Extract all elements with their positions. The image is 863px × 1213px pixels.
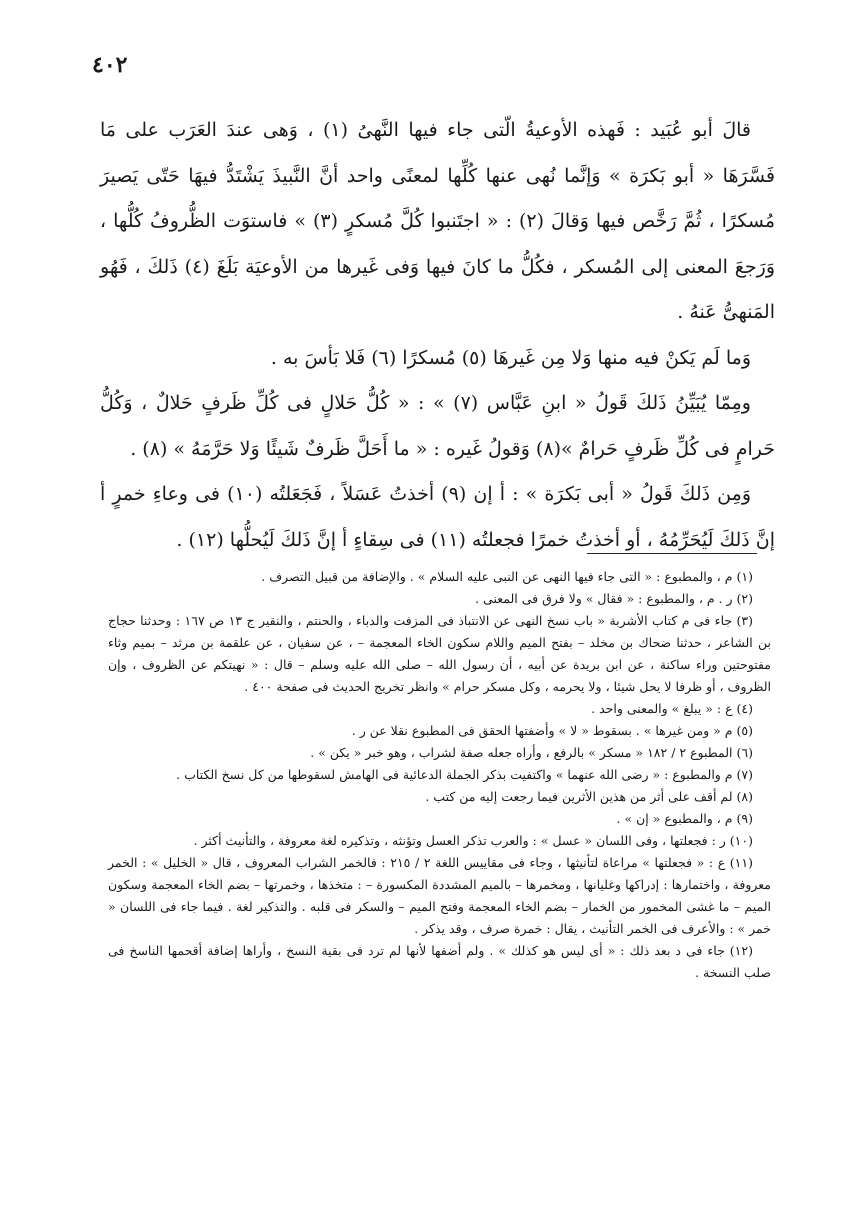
paragraph: ومِمّا يُبَيِّنُ ذَلكَ قَولُ « ابنِ عَبَّاس (٧) » : « كُلُّ حَلالٍ فى كُلِّ ظَرفٍ حَلالٌ ، وَكُلُّ حَرامٍ فى كُلِّ ظَرفٍ حَرامٌ »(٨) وَقولُ غَيره : « ما أَحَلَّ ظَرفٌ شَيئًا وَلا حَرَّمَهُ » (٨) . [100,392,775,460]
page-number: ٤٠٢ [92,52,128,78]
footnotes [108,566,771,984]
footnote: (١١) ع : « فجعلتها » مراعاة لتأنيثها ، وجاء فى مقاييس اللغة ٢ / ٢١٥ : فالخمر الشراب المعروف ، قال « الخليل » : الخمر معروفة ، واختمارها : إدراكها وغليانها ، ومخمرها – بالميم المشددة المكسورة – : متخذها ، وخمرتها – بضم الخاء المعجمة وسكون الميم – ما غشى المخمور من الخمار – بضم الخاء المعجمة وفتح الميم – والسكر فى قلبه . والتذكير لغة . فيما جاء فى اللسان « خمر » : والأعرف فى الخمر التأنيث ، يقال : خمرة صرف ، وقد يذكر . [108,855,771,936]
paragraph: قالَ أبو عُبَيد : فَهذه الأوعيةُ الّتى جاء فيها النَّهىُ (١) ، وَهى عندَ العَرَب على مَا فَسَّرَهَا « أبو بَكرَة » وَإنَّما نُهى عنها كُلِّها لمعنًى واحد أنَّ النَّبيذَ يَشْتَدُّ فيهَا حَتّى يَصيرَ مُسكرًا ، ثُمَّ رَخَّص فيها وَقالَ (٢) : « اجتَنبوا كُلَّ مُسكرٍ (٣) » فاستوَت الظُّروفُ كُلُّها ، وَرَجعَ المعنى إلى المُسكر ، فكُلُّ ما كانَ فيها وَفى غَيرها من الأوعيَة بَلَغَ (٤) ذَلكَ ، فَهُو المَنهىُّ عَنهُ . [100,119,775,323]
footnote: (٦) المطبوع ٢ / ١٨٢ « مسكر » بالرفع ، وأراه جعله صفة لشراب ، وهو خبر « يكن » . [310,745,753,760]
footnote: (٧) م والمطبوع : « رضى الله عنهما » واكتفيت بذكر الجملة الدعائية فى الهامش لسقوطها من كل نسخ الكتاب . [176,767,753,782]
footnote: (١٢) جاء فى د بعد ذلك : « أى ليس هو كذلك » . ولم أضفها لأنها لم ترد فى بقية النسخ ، وأراها إضافة أقحمها الناسخ فى صلب النسخة . [108,943,771,980]
main-text [100,108,775,563]
footnote: (٨) لم أقف على أثر من هذين الأثرين فيما رجعت إليه من كتب . [425,789,753,804]
paragraph: وَمِن ذَلكَ قَولُ « أبى بَكرَة » : أ إن (٩) أخذتُ عَسَلاً ، فَجَعَلتُه (١٠) فى وعاءِ خمرٍ أ إنَّ ذَلكَ لَيُحَرِّمُهُ ، أو أخذتُ خمرًا فجعلتُه (١١) فى سِقاءٍ أ إنَّ ذَلكَ لَيُحلُّها (١٢) . [100,483,775,551]
footnote: (٥) م « ومن غيرها » . بسقوط « لا » وأضفتها الحقق فى المطبوع نقلا عن ر . [351,723,753,738]
footnote: (١) م ، والمطبوع : « التى جاء فيها النهى عن النبى عليه السلام » . والإضافة من قبيل التصرف . [261,569,753,584]
footnote-separator [587,553,757,554]
paragraph: وَما لَم يَكنْ فيه منها وَلا مِن غَيرهَا (٥) مُسكرًا (٦) فَلا بَأسَ به . [270,346,751,369]
footnote: (٣) جاء فى م كتاب الأشربة « باب نسخ النهى عن الانتباذ فى المزفت والدباء ، والحنتم ، والنقير ج ١٣ ص ١٦٧ : وحدثنا حجاج بن الشاعر ، حدثنا ضحاك بن مخلد – بفتح الميم واللام سكون الخاء المعجمة – ، عن سفيان ، عن علقمة بن مرثد – بميم وثاء مفتوحتين وراء ساكنة ، عن ابن بريدة عن أبيه ، أن رسول الله – صلى الله عليه وسلم – قال : « نهيتكم عن الظروف ، وإن الظروف ، أو ظرفا لا يحل شيئا ، ولا يحرمه ، وكل مسكر حرام » وانظر تخريج الحديث فى صفحة ٤٠٠ . [108,613,771,694]
footnote: (٢) ر . م ، والمطبوع : « فقال » ولا فرق فى المعنى . [475,591,753,606]
footnote: (٩) م ، والمطبوع « إن » . [616,811,753,826]
footnote: (٤) ع : « يبلغ » والمعنى واحد . [591,701,753,716]
footnote: (١٠) ر : فجعلتها ، وفى اللسان « عسل » : والعرب تذكر العسل وتؤنثه ، وتذكيره لغة معروفة ، والتأنيث أكثر . [193,833,753,848]
